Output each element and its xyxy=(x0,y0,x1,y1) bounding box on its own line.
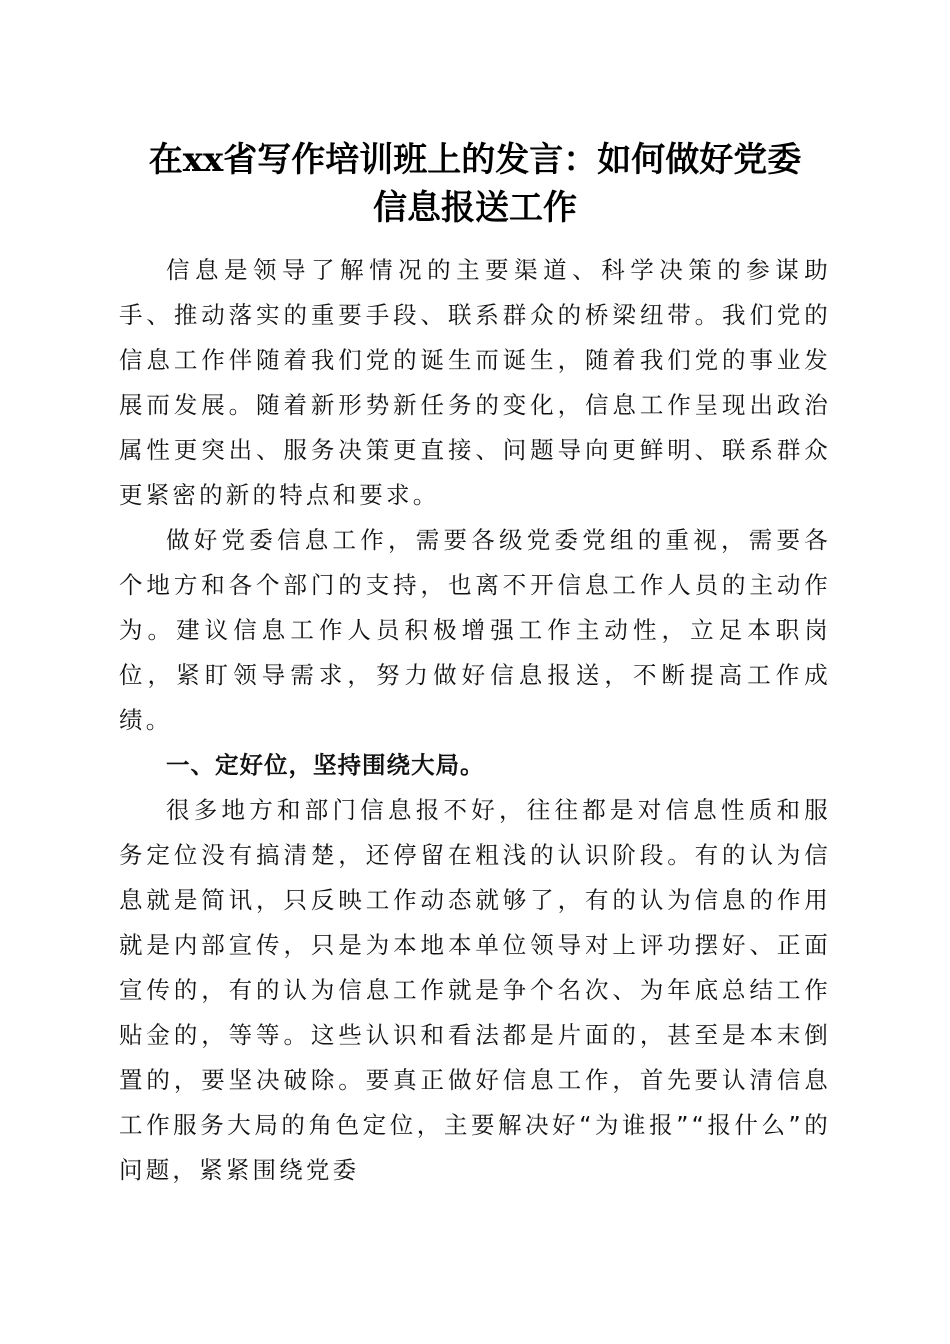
document-title xyxy=(110,136,840,232)
title-line-1: 在xx省写作培训班上的发言：如何做好党委 xyxy=(148,140,802,180)
paragraph-second: 做好党委信息工作，需要各级党委党组的重视，需要各个地方和各个部门的支持，也离不开信息工作人员的主动作为。建议信息工作人员积极增强工作主动性，立足本职岗位，紧盯领导需求，努力做好信息报送，不断提高工作成绩。 xyxy=(119,526,831,734)
document-body xyxy=(119,248,831,1193)
title-line-2: 信息报送工作 xyxy=(373,188,577,228)
section-heading: 一、定好位，坚持围绕大局。 xyxy=(166,751,485,779)
section-paragraph: 很多地方和部门信息报不好，往往都是对信息性质和服务定位没有搞清楚，还停留在粗浅的认识阶段。有的认为信息就是简讯，只反映工作动态就够了，有的认为信息的作用就是内部宣传，只是为本地本单位领导对上评功摆好、正面宣传的，有的认为信息工作就是争个名次、为年底总结工作贴金的，等等。这些认识和看法都是片面的，甚至是本末倒置的，要坚决破除。要真正做好信息工作，首先要认清信息工作服务大局的角色定位，主要解决好“为谁报”“报什么”的问题，紧紧围绕党委 xyxy=(119,796,831,1184)
paragraph-intro: 信息是领导了解情况的主要渠道、科学决策的参谋助手、推动落实的重要手段、联系群众的桥梁纽带。我们党的信息工作伴随着我们党的诞生而诞生，随着我们党的事业发展而发展。随着新形势新任务的变化，信息工作呈现出政治属性更突出、服务决策更直接、问题导向更鲜明、联系群众更紧密的新的特点和要求。 xyxy=(119,256,831,509)
